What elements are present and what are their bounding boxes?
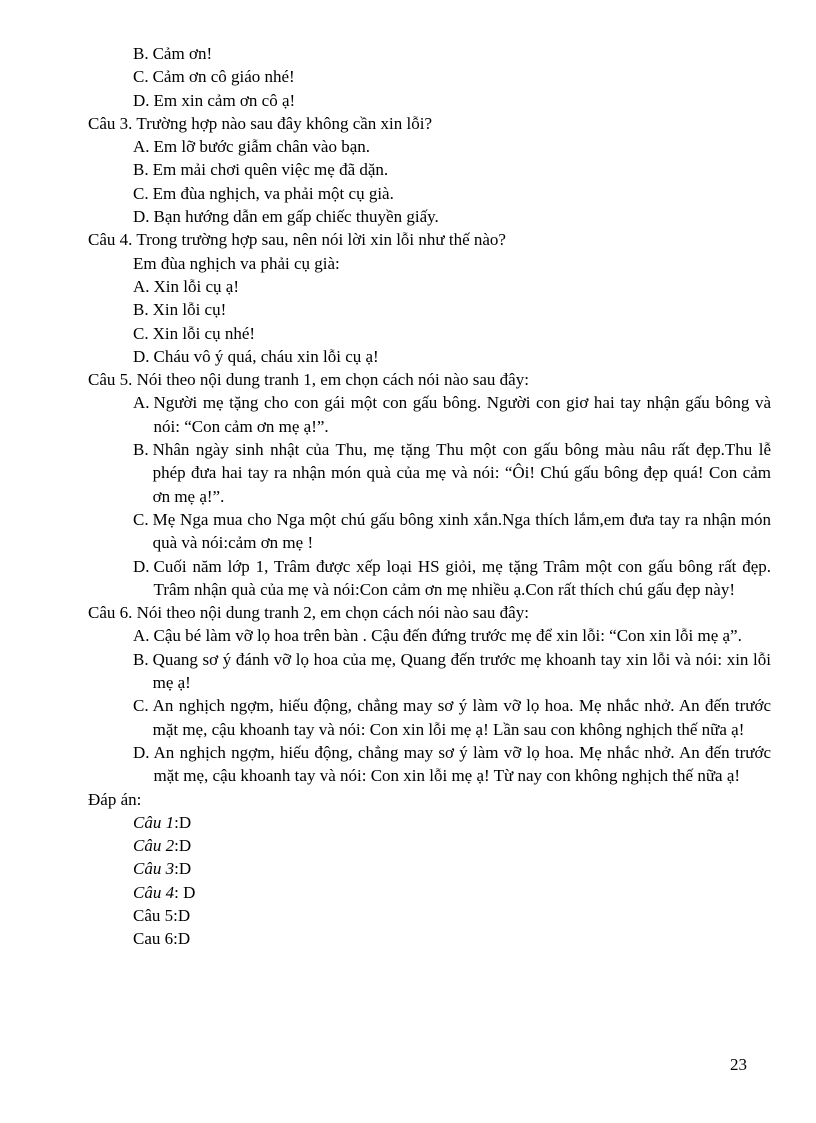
option-text: Cậu bé làm vỡ lọ hoa trên bàn . Cậu đến đứng trước mẹ để xin lỗi: “Con xin lỗi mẹ ạ”. xyxy=(153,626,742,646)
option-c xyxy=(133,694,771,741)
question-context: Em đùa nghịch va phải cụ già: xyxy=(133,253,340,273)
answer-item: Cau 6:D xyxy=(133,929,191,949)
answer-label: Câu 3 xyxy=(133,859,175,879)
option-b xyxy=(133,42,776,65)
option-text: Bạn hướng dẫn em gấp chiếc thuyền giấy. xyxy=(153,207,439,227)
option-b xyxy=(133,298,776,321)
option-text: An nghịch ngợm, hiếu động, chẳng may sơ ý làm vỡ lọ hoa. Mẹ nhắc nhở. An đến trước mặt mẹ, cậu khoanh tay và nói: Con xin lỗi mẹ ạ! Từ nay con không nghịch thế nữa ạ! xyxy=(153,742,771,786)
answer-value: :D xyxy=(174,859,192,879)
option-text: Quang sơ ý đánh vỡ lọ hoa của mẹ, Quang đến trước mẹ khoanh tay xin lỗi và nói: xin lỗi mẹ ạ! xyxy=(152,649,771,693)
option-a xyxy=(133,391,771,438)
page-number: 23 xyxy=(730,1055,747,1074)
answer-item: Câu 5:D xyxy=(133,905,191,925)
option-text: Cháu vô ý quá, cháu xin lỗi cụ ạ! xyxy=(153,346,379,366)
option-c xyxy=(133,65,776,88)
option-letter: C. xyxy=(133,323,149,343)
option-a xyxy=(133,624,771,647)
option-letter: D. xyxy=(133,346,150,366)
option-c xyxy=(133,508,771,555)
option-letter: B. xyxy=(133,44,149,63)
question-5 xyxy=(88,368,776,601)
option-letter: C. xyxy=(133,696,149,716)
option-letter: B. xyxy=(133,440,149,460)
option-d xyxy=(133,205,776,228)
option-letter: A. xyxy=(133,137,150,157)
option-text: Xin lỗi cụ nhé! xyxy=(152,323,256,343)
question-4 xyxy=(88,228,776,368)
option-letter: C. xyxy=(133,509,149,529)
answer-value: :D xyxy=(174,812,192,832)
option-letter: A. xyxy=(133,276,150,296)
answer-label: Câu 1 xyxy=(133,812,175,832)
option-d xyxy=(133,345,776,368)
option-b xyxy=(133,438,771,508)
option-text: Mẹ Nga mua cho Nga một chú gấu bông xinh xắn.Nga thích lắm,em đưa tay ra nhận món quà và nói:cảm ơn mẹ ! xyxy=(152,509,771,553)
option-c xyxy=(133,182,776,205)
question-title: Câu 6. Nói theo nội dung tranh 2, em chọn cách nói nào sau đây: xyxy=(88,603,529,623)
continued-options xyxy=(88,42,776,112)
answer-value: : D xyxy=(174,882,196,902)
option-c xyxy=(133,322,776,345)
answer-value: :D xyxy=(174,836,192,856)
answer-item xyxy=(133,811,776,834)
option-text: Nhân ngày sinh nhật của Thu, mẹ tặng Thu một con gấu bông màu nâu rất đẹp.Thu lễ phép đưa hai tay ra nhận món quà của mẹ và nói: “Ôi! Chú gấu bông đẹp quá! Con cảm ơn mẹ ạ!”. xyxy=(152,440,771,506)
option-letter: B. xyxy=(133,160,149,180)
question-title: Câu 5. Nói theo nội dung tranh 1, em chọn cách nói nào sau đây: xyxy=(88,370,529,390)
option-text: Em xin cảm ơn cô ạ! xyxy=(153,90,296,110)
option-letter: D. xyxy=(133,207,150,227)
option-letter: B. xyxy=(133,649,149,669)
answer-key xyxy=(88,788,776,951)
question-6 xyxy=(88,601,776,787)
option-d xyxy=(133,741,771,788)
option-b xyxy=(133,648,771,695)
option-letter: B. xyxy=(133,300,149,320)
option-b xyxy=(133,158,776,181)
option-text: Người mẹ tặng cho con gái một con gấu bông. Người con giơ hai tay nhận gấu bông và nói: “Con cảm ơn mẹ ạ!”. xyxy=(153,393,771,436)
answer-item xyxy=(133,834,776,857)
question-3 xyxy=(88,112,776,228)
answer-item xyxy=(133,881,776,904)
option-text: An nghịch ngợm, hiếu động, chẳng may sơ ý làm vỡ lọ hoa. Mẹ nhắc nhở. An đến trước mặt mẹ, cậu khoanh tay và nói: Con xin lỗi mẹ ạ! Lần sau con không nghịch thế nữa ạ! xyxy=(152,696,771,739)
document-content xyxy=(88,42,776,951)
option-d xyxy=(133,89,776,112)
option-letter: D. xyxy=(133,556,150,576)
question-title: Câu 4. Trong trường hợp sau, nên nói lời xin lỗi như thế nào? xyxy=(88,230,506,250)
option-a xyxy=(133,275,776,298)
option-text: Cảm ơn! xyxy=(152,44,213,63)
question-title: Câu 3. Trường hợp nào sau đây không cần xin lỗi? xyxy=(88,113,433,133)
option-letter: A. xyxy=(133,626,150,646)
option-text: Xin lỗi cụ! xyxy=(152,300,227,320)
option-letter: D. xyxy=(133,90,150,110)
option-letter: A. xyxy=(133,393,150,413)
answer-label: Câu 2 xyxy=(133,836,175,856)
answer-label: Câu 4 xyxy=(133,882,175,902)
option-a xyxy=(133,135,776,158)
option-letter: C. xyxy=(133,183,149,203)
answer-item xyxy=(133,857,776,880)
option-d xyxy=(133,555,771,602)
answer-key-title: Đáp án: xyxy=(88,789,142,809)
option-letter: D. xyxy=(133,742,150,762)
option-text: Cảm ơn cô giáo nhé! xyxy=(152,67,295,87)
option-letter: C. xyxy=(133,67,149,87)
option-text: Cuối năm lớp 1, Trâm được xếp loại HS giỏi, mẹ tặng Trâm một con gấu bông rất đẹp. Trâm nhận quà của mẹ và nói:Con cảm ơn mẹ nhiều ạ.Con rất thích chú gấu đẹp này! xyxy=(153,556,771,599)
option-text: Em đùa nghịch, va phải một cụ già. xyxy=(152,183,394,203)
option-text: Xin lỗi cụ ạ! xyxy=(153,276,239,296)
option-text: Em mải chơi quên việc mẹ đã dặn. xyxy=(152,160,389,180)
option-text: Em lỡ bước giẫm chân vào bạn. xyxy=(153,137,371,157)
